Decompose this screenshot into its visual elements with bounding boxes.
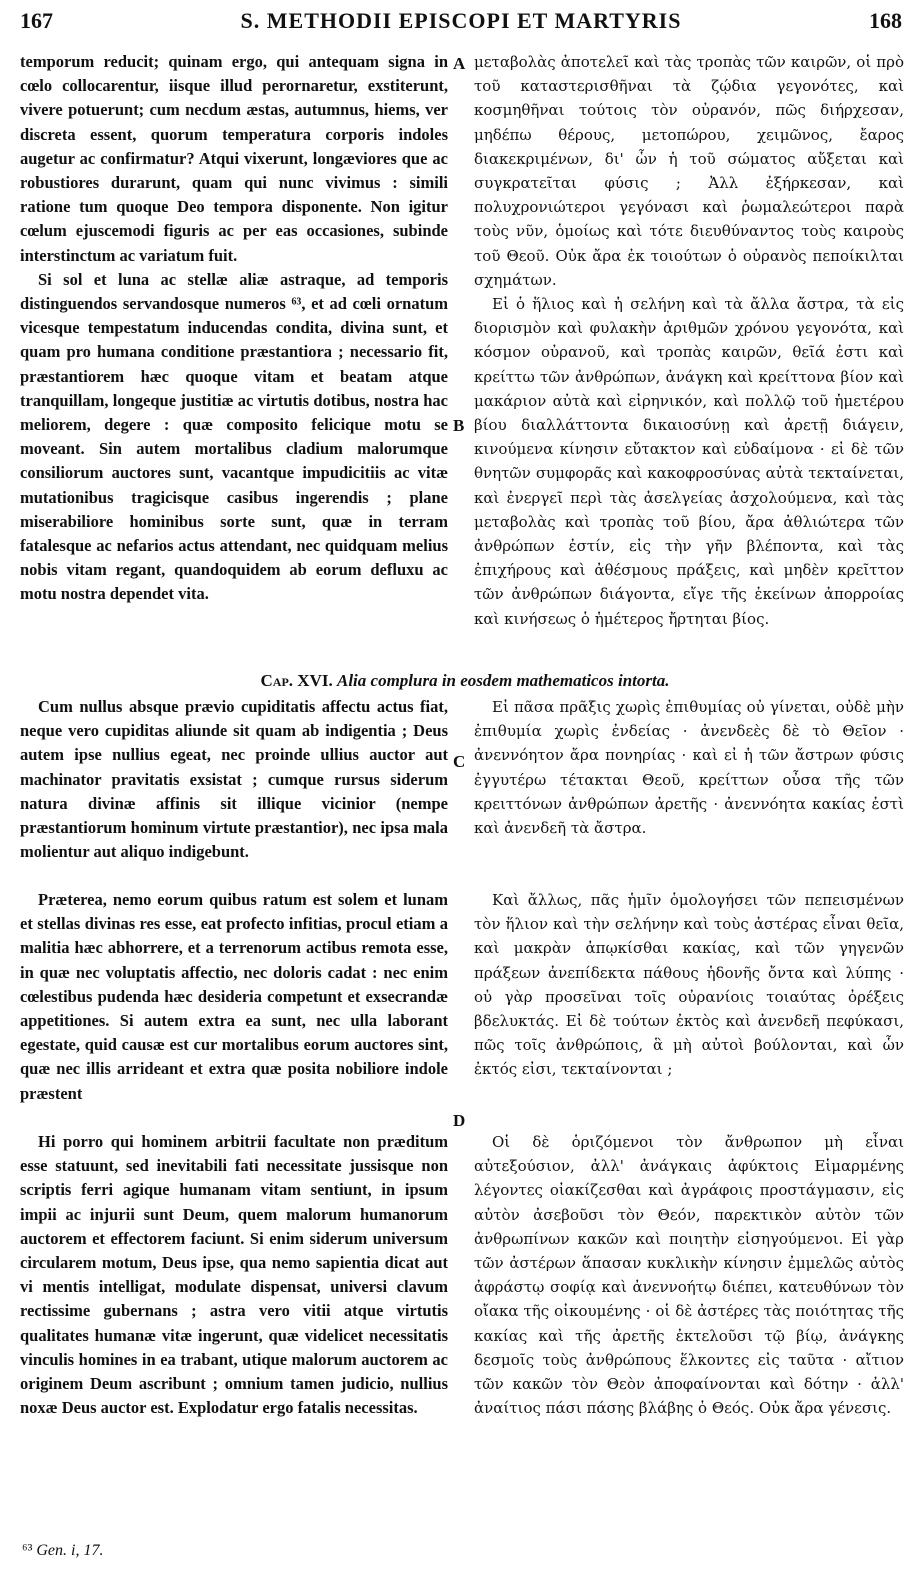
latin-paragraph-1: temporum reducit; quinam ergo, qui antequam signa in cœlo collocarentur, iisque illud perornaretur, exstiterunt, vivere potuerunt; cum necdum æstas, autumnus, hiems, ver discreta essent, quorum temperatura corporis indoles augetur ac confirmatur? Atqui vixerunt, longæviores que ac robustiores durarunt, quam qui nunc vivimus : simili ratione tum quoque Deo tempora disponente. Non igitur cœlum ejuscemodi figuris ac per eas occasiones, subinde interstinctum ac variatum fuit. (20, 52, 448, 265)
latin-paragraph-3: Cum nullus absque prævio cupiditatis affectu actus fiat, neque vero cupiditas aliunde sit quam ab indigentia ; Deus autem ipse nullius egeat, nec proinde ullius auctor aut machinator pravitatis exsistat ; cumque rursus siderum natura divinæ affinis sit illique vicinior (nempe præstantiorum hominum virtute præstantior), nec ipsa mala molientur aut aliquo indigebunt. (20, 697, 448, 862)
page-header (20, 8, 902, 40)
latin-paragraph-4: Præterea, nemo eorum quibus ratum est solem et lunam et stellas divinas res esse, eat profecto infitias, procul etiam a malitia hæc abhorrere, et a terrenorum actibus remota esse, in quæ nec voluptatis affectio, nec doloris cadat : nec enim cœlestibus pudenda hæc desideria competunt et exsecrandæ appetitiones. Si autem extra ea sunt, nec ulla laborant egestate, quid causæ est cur mortalibus eorum auctores sint, quæ nec illis arrideant et extra quæ posita nobiliore indole præstent (20, 890, 448, 1103)
greek-paragraph-4: Καὶ ἄλλως, πᾶς ἡμῖν ὁμολογήσει τῶν πεπεισμένων τὸν ἥλιον καὶ τὴν σελήνην καὶ τοὺς ἀστέρας εἶναι θεῖα, καὶ μακρὰν ἀπῳκίσθαι κακίας, καὶ τῶν γηγενῶν πράξεων ἀνεπίδεκτα πάθους ἡδονῆς ὄντα καὶ λύπης · οὐ γὰρ προσεῖναι τοῖς οὐρανίοις τοιαύτας ὀρέξεις βδελυκτάς. Εἰ δὲ τούτων ἐκτὸς καὶ ἀνενδεῆ πεφύκασι, πῶς τοῖς ἀνθρώποις, ἃ μὴ αὐτοὶ βούλονται, καὶ ὧν ἐκτός εἰσι, τεκταίνονται ; (474, 891, 904, 1079)
margin-marker-b: B (453, 416, 465, 435)
page-number-right: 168 (869, 8, 902, 33)
chapter-heading (20, 671, 910, 691)
greek-paragraph-2: Εἰ ὁ ἥλιος καὶ ἡ σελήνη καὶ τὰ ἄλλα ἄστρα, τὰ εἰς διορισμὸν καὶ φυλακὴν ἀριθμῶν χρόνου γεγονότα, καὶ κόσμον οὐρανοῦ, καὶ τροπὰς καιρῶν, θεῖά ἐστι καὶ κρείττω τῶν ἀνθρώπων, ἀνάγκη καὶ κρείττονα βίον καὶ μακάριον αὐτὰ καὶ εἰρηνικόν, καὶ πολλῷ τοῦ ἡμετέρου βίου διαλλάττοντα δικαιοσύνῃ καὶ ἀρετῇ διάγειν, κινούμενα κίνησιν εὔτακτον καὶ εὐδαίμονα · εἰ δὲ τῶν θνητῶν συμφορᾶς καὶ κακοφροσύνας αὐτὰ τεκταίνεται, καὶ ἐνεργεῖ περὶ τὰς ἀσελγείας ἀσχολούμενα, καὶ τὰς μεταβολὰς καὶ τροπὰς τοῦ βίου, ἄρα ἀθλιώτερα τῶν ἀνθρώπων ἐστίν, εἰς τὴν γῆν βλέποντα, καὶ τὰς ἐπιχήρους καὶ ἀθέσμους πράξεις, καὶ μηδὲν κρεῖττον τῶν ἀνθρώπων διάγοντα, εἴγε τῆς ἐκείνων ἀπορροίας καὶ κινήσεως ὁ ἡμέτερος ἤρτηται βίος. (474, 295, 904, 628)
chapter-label: Cap. XVI. (260, 671, 333, 690)
margin-marker-c: C (453, 752, 466, 771)
footnote (22, 1542, 103, 1560)
greek-paragraph-5: Οἱ δὲ ὁριζόμενοι τὸν ἄνθρωπον μὴ εἶναι αὐτεξούσιον, ἀλλ' ἀνάγκαις ἀφύκτοις Εἱμαρμένης λέγοντες οἰακίζεσθαι καὶ ἀγράφοις προστάγμασιν, εἰς αὐτὸν ἀσεβοῦσι τὸν Θεόν, παρεκτικὸν αὐτὸν τῶν ἀνθρωπίνων κακῶν καὶ ποιητὴν εἰσηγούμενοι. Εἰ γὰρ τῶν ἀστέρων ἅπασαν κυκλικὴν κίνησιν ἐμμελῶς αὐτὸς ἀφράστῳ σοφίᾳ καὶ ἀνεννοήτῳ διέπει, κατευθύνων τὸν οἴακα τῆς οἰκουμένης · οἱ δὲ ἀστέρες τὰς ποιότητας τῆς κακίας καὶ τῆς ἀρετῆς ἐκτελοῦσι τῷ βίῳ, ἀνάγκης δεσμοῖς τοὺς ἀνθρώπους ἕλκοντες εἰς ταῦτα · αἴτιον τῶν κακῶν τὸν Θεὸν ἀποφαίνονται καὶ δότην · ἀλλ' ἀναίτιος πάσι πάσης βλάβης ὁ Θεός. Οὐκ ἄρα γένεσις. (474, 1133, 904, 1418)
margin-marker-d: D (453, 1111, 466, 1130)
latin-paragraph-5: Hi porro qui hominem arbitrii facultate non præditum esse statuunt, sed inevitabili fati necessitate jussisque non scriptis ferri agique humanam vitam sentiunt, in ipsum impii ac injurii sunt Deum, quem malorum humanorum auctorem et effectorem faciunt. Si enim siderum universum circularem motum, Deus ipse, qua nemo sapientia dicat aut vi mentis intelligat, modulate dispensat, universi clavum rectissime gubernans ; astra vero vitii atque virtutis qualitates humanæ vitæ ingerunt, quæ videlicet necessitatis vinculis homines in ea trabant, utique malorum auctorem ac originem Deum ascribunt ; omnium tamen judicio, nullius noxæ Deus auctor est. Explodatur ergo fatalis necessitas. (20, 1132, 448, 1418)
running-title: S. METHODII EPISCOPI ET MARTYRIS (240, 8, 682, 33)
greek-paragraph-1: μεταβολὰς ἀποτελεῖ καὶ τὰς τροπὰς τῶν καιρῶν, οἱ πρὸ τοῦ καταστερισθῆναι τὰ ζῴδια γεγονότες, καὶ κοσμηθῆναι τούτοις τὸν οὐρανόν, πῶς διήρχεσαν, μηδέπω θέρους, μετοπώρου, χειμῶνος, ἔαρος διακεκριμένων, δι' ὧν ἡ τοῦ σώματος αὔξεται καὶ συγκρατεῖται φύσις ; Ἀλλ ἐξήρκεσαν, καὶ πολυχρονιώτεροι γεγόνασι καὶ ῥωμαλεώτεροι παρὰ τοὺς νῦν, ὁμοίως καὶ τότε διευθύναντος τοὺς καιροὺς τοῦ Θεοῦ. Οὐκ ἄρα ἐκ τοιούτων ὁ οὐρανὸς πεποίκιλται σχημάτων. (474, 53, 904, 289)
latin-paragraph-2: Si sol et luna ac stellæ aliæ astraque, ad temporis distinguendos servandosque numeros ⁶³, et ad cœli ornatum vicesque tempestatum inducendas condita, divina sunt, et quam pro humana conditione præstantiora ; necessario fit, præstantiorem hæc quoque vitam et beatam atque tranquillam, longeque justitiæ ac virtutis dotibus, nostra hac meliorem, degere : quæ composito felicique motu se moveant. Sin autem mortalibus cladium malorumque consiliorum auctores sunt, vacantque impudicitiis ac vitæ mutationibus tragicisque casibus ingerendis ; plane miserabiliore hominibus sorte sunt, quæ in terram fatalesque ac nefarios actus attendant, nec quidquam melius nobis vitam regant, quandoquidem ab eorum defluxu ac motu nostra dependet vita. (20, 269, 448, 604)
greek-section-1 (474, 50, 904, 631)
chapter-title: Alia complura in eosdem mathematicos intorta. (336, 671, 670, 690)
page-number-left: 167 (20, 8, 53, 33)
margin-marker-a: A (453, 54, 466, 73)
footnote-number: ⁶³ (22, 1542, 33, 1559)
latin-section-1 (20, 50, 448, 607)
greek-paragraph-3: Εἰ πᾶσα πρᾶξις χωρὶς ἐπιθυμίας οὐ γίνεται, οὐδὲ μὴν ἐπιθυμία χωρὶς ἐνδείας · ἀνενδεὲς δὲ τὸ Θεῖον · ἀνεννόητον ἄρα πονηρίας · καὶ εἰ ἡ τῶν ἄστρων φύσις ἐγγυτέρω τέτακται Θεοῦ, κρείττων οὖσα τῆς τῶν κρειττόνων ἀνθρώπων ἀρετῆς · ἀνεννόητα κακίας ἐστὶ καὶ ἀνενδεῆ τὰ ἄστρα. (474, 698, 904, 838)
footnote-reference: Gen. i, 17. (36, 1542, 104, 1559)
